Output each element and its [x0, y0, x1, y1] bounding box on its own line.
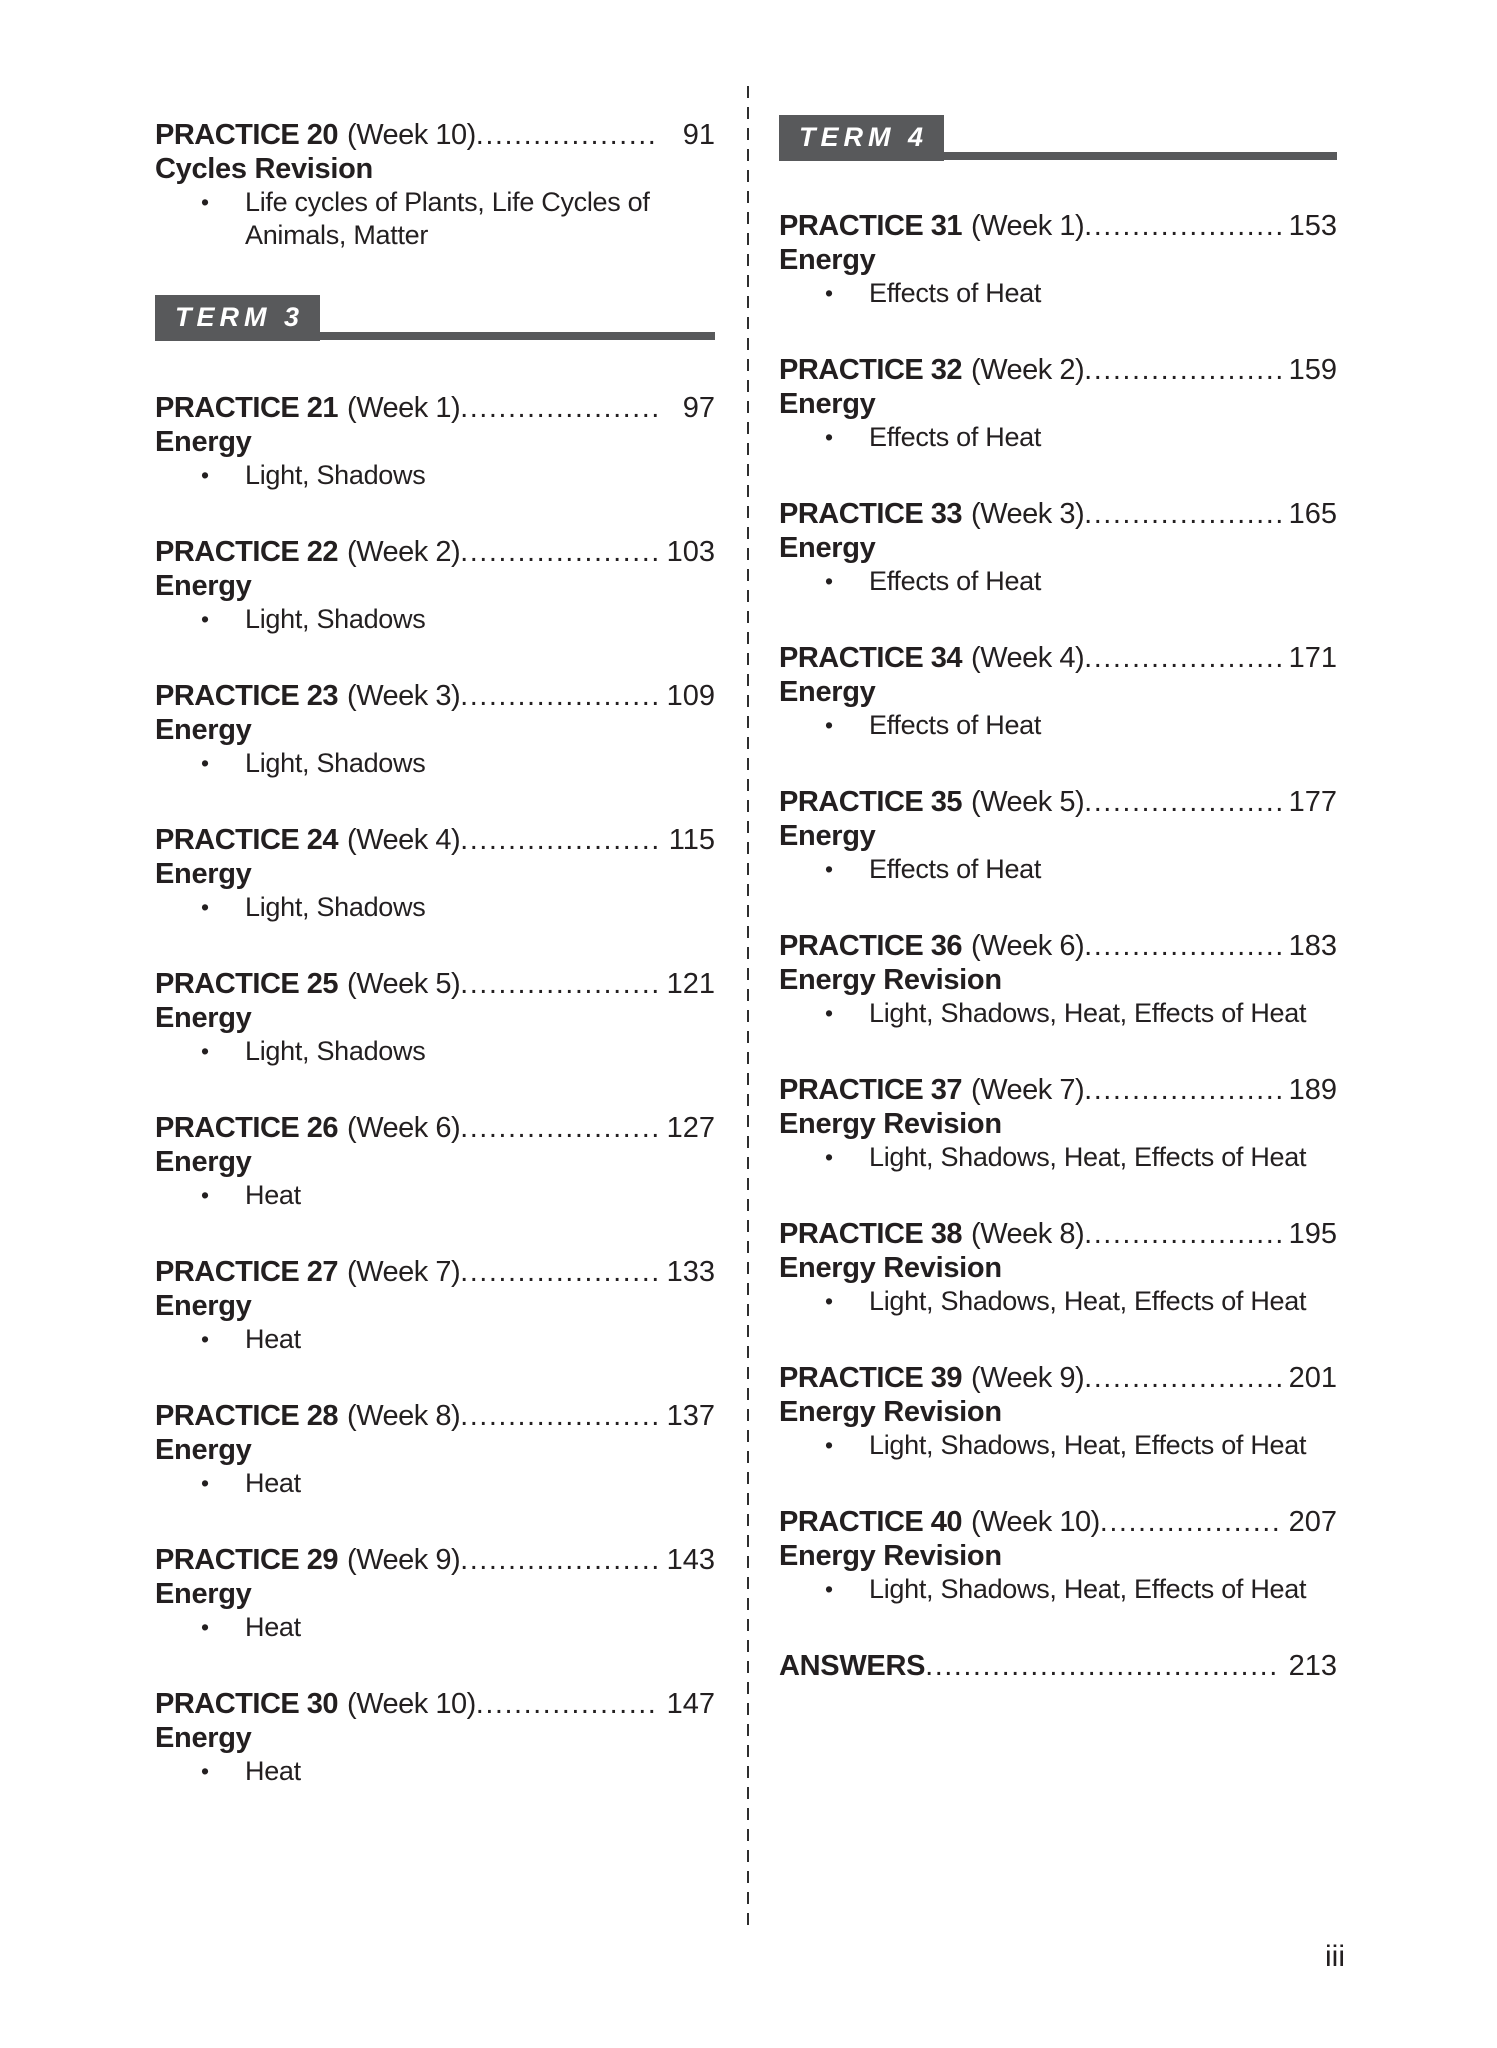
dot-leader — [1084, 641, 1281, 675]
week-label: (Week 4) — [347, 824, 461, 856]
toc-entry-practice-39 — [779, 1361, 1337, 1462]
category-label: Energy — [779, 820, 876, 852]
category-label: Energy — [155, 426, 252, 458]
topic-line — [155, 459, 715, 492]
entry-label — [779, 1073, 1084, 1107]
entry-label — [779, 1505, 1100, 1539]
category-label: Energy — [779, 388, 876, 420]
toc-entry-practice-26 — [155, 1111, 715, 1212]
toc-entry-title-row — [779, 1505, 1337, 1539]
page-number: 159 — [1288, 354, 1337, 386]
dot-leader — [460, 1111, 659, 1145]
toc-entry-practice-24 — [155, 823, 715, 924]
entry-label — [155, 118, 476, 152]
entry-label — [155, 1399, 460, 1433]
week-label: (Week 5) — [347, 968, 461, 1000]
page-number: 137 — [666, 1400, 715, 1432]
page-number: 177 — [1288, 786, 1337, 818]
entry-label — [155, 1543, 460, 1577]
term-header-rule — [944, 152, 1337, 160]
practice-label: PRACTICE 25 — [155, 968, 339, 1000]
page-number: 97 — [682, 392, 715, 424]
toc-entry-title-row — [779, 497, 1337, 531]
topic-line — [155, 747, 715, 780]
practice-label: PRACTICE 37 — [779, 1074, 963, 1106]
week-label: (Week 9) — [347, 1544, 461, 1576]
category-label: Energy — [155, 1290, 252, 1322]
week-label: (Week 8) — [971, 1218, 1085, 1250]
week-label: (Week 2) — [971, 354, 1085, 386]
entry-label — [779, 641, 1084, 675]
topic-line — [155, 1179, 715, 1212]
dot-leader — [1084, 1217, 1281, 1251]
practice-label: PRACTICE 36 — [779, 930, 963, 962]
practice-label: PRACTICE 27 — [155, 1256, 339, 1288]
toc-entry-practice-23 — [155, 679, 715, 780]
week-label: (Week 10) — [347, 1688, 476, 1720]
folio-page-number: iii — [1325, 1940, 1345, 1973]
bullet-icon: • — [825, 1144, 833, 1170]
dot-leader — [476, 118, 659, 152]
dot-leader — [460, 823, 659, 857]
entry-label — [779, 497, 1084, 531]
bullet-icon: • — [201, 894, 209, 920]
bullet-icon: • — [825, 1432, 833, 1458]
category-label: Energy Revision — [779, 1252, 1002, 1284]
bullet-icon: • — [825, 568, 833, 594]
bullet-icon: • — [201, 1038, 209, 1064]
week-label: (Week 1) — [971, 210, 1085, 242]
week-label: (Week 6) — [971, 930, 1085, 962]
toc-entry-title-row — [779, 1361, 1337, 1395]
category-label: Energy Revision — [779, 964, 1002, 996]
toc-entry-practice-27 — [155, 1255, 715, 1356]
topic-line — [155, 1755, 715, 1788]
week-label: (Week 9) — [971, 1362, 1085, 1394]
topic-line — [779, 709, 1337, 742]
dot-leader — [460, 535, 659, 569]
topic-text: Life cycles of Plants, Life Cycles of Animals, Matter — [245, 187, 650, 250]
entry-label — [779, 929, 1084, 963]
practice-label: PRACTICE 20 — [155, 119, 339, 151]
topic-line — [155, 603, 715, 636]
category-label: Energy — [155, 1002, 252, 1034]
category-label: Energy — [155, 1434, 252, 1466]
week-label: (Week 5) — [971, 786, 1085, 818]
topic-text: Light, Shadows, Heat, Effects of Heat — [869, 1574, 1307, 1604]
dot-leader — [1084, 497, 1281, 531]
term-4-header — [779, 115, 1337, 161]
category-label: Energy — [779, 244, 876, 276]
dot-leader — [460, 967, 659, 1001]
page-number: 207 — [1288, 1506, 1337, 1538]
dot-leader — [1084, 785, 1281, 819]
dot-leader — [1084, 353, 1281, 387]
practice-label: PRACTICE 33 — [779, 498, 963, 530]
page-number: 91 — [682, 119, 715, 151]
toc-entry-practice-36 — [779, 929, 1337, 1030]
dot-leader — [460, 1255, 659, 1289]
topic-line — [155, 1035, 715, 1068]
bullet-icon: • — [201, 750, 209, 776]
category-label: Energy — [155, 1578, 252, 1610]
toc-entry-title-row — [155, 118, 715, 152]
topic-text: Effects of Heat — [869, 278, 1042, 308]
dot-leader — [925, 1649, 1281, 1683]
dot-leader — [460, 679, 659, 713]
entry-label — [155, 679, 460, 713]
category-label: Energy — [779, 676, 876, 708]
category-label: Energy Revision — [779, 1540, 1002, 1572]
topic-line — [779, 565, 1337, 598]
dot-leader — [460, 1399, 659, 1433]
topic-text: Effects of Heat — [869, 710, 1042, 740]
toc-entry-practice-32 — [779, 353, 1337, 454]
toc-entry-title-row — [779, 1073, 1337, 1107]
toc-entry-title-row — [155, 1111, 715, 1145]
topic-line — [779, 1285, 1337, 1318]
toc-entry-practice-31 — [779, 209, 1337, 310]
topic-line — [155, 186, 715, 252]
week-label: (Week 1) — [347, 392, 461, 424]
toc-entry-title-row — [155, 535, 715, 569]
practice-label: PRACTICE 39 — [779, 1362, 963, 1394]
bullet-icon: • — [825, 1576, 833, 1602]
practice-label: PRACTICE 24 — [155, 824, 339, 856]
topic-text: Light, Shadows — [245, 748, 426, 778]
toc-entry-practice-35 — [779, 785, 1337, 886]
dot-leader — [1100, 1505, 1281, 1539]
toc-left-column — [155, 118, 715, 1831]
topic-line — [779, 277, 1337, 310]
bullet-icon: • — [201, 1614, 209, 1640]
answers-label: ANSWERS — [779, 1650, 926, 1682]
category-label: Energy — [779, 532, 876, 564]
entry-label — [155, 823, 460, 857]
bullet-icon: • — [201, 462, 209, 488]
bullet-icon: • — [825, 712, 833, 738]
entry-label — [155, 1255, 460, 1289]
week-label: (Week 7) — [971, 1074, 1085, 1106]
bullet-icon: • — [201, 606, 209, 632]
toc-entry-title-row — [155, 1399, 715, 1433]
page-number: 165 — [1288, 498, 1337, 530]
topic-text: Heat — [245, 1324, 301, 1354]
page-number: 195 — [1288, 1218, 1337, 1250]
topic-text: Light, Shadows, Heat, Effects of Heat — [869, 1142, 1307, 1172]
practice-label: PRACTICE 21 — [155, 392, 339, 424]
topic-text: Light, Shadows — [245, 460, 426, 490]
toc-entry-title-row — [155, 1687, 715, 1721]
toc-entry-practice-40 — [779, 1505, 1337, 1606]
bullet-icon: • — [825, 856, 833, 882]
practice-label: PRACTICE 31 — [779, 210, 963, 242]
topic-line — [155, 1611, 715, 1644]
topic-text: Heat — [245, 1612, 301, 1642]
category-label: Energy — [155, 1722, 252, 1754]
category-label: Energy — [155, 570, 252, 602]
week-label: (Week 10) — [971, 1506, 1100, 1538]
week-label: (Week 6) — [347, 1112, 461, 1144]
bullet-icon: • — [201, 1758, 209, 1784]
topic-text: Light, Shadows, Heat, Effects of Heat — [869, 1430, 1307, 1460]
bullet-icon: • — [201, 1470, 209, 1496]
week-label: (Week 3) — [971, 498, 1085, 530]
category-label: Energy Revision — [779, 1396, 1002, 1428]
term-3-title: TERM 3 — [155, 295, 320, 341]
toc-entry-practice-30 — [155, 1687, 715, 1788]
week-label: (Week 7) — [347, 1256, 461, 1288]
toc-entry-title-row — [779, 1217, 1337, 1251]
topic-line — [155, 1467, 715, 1500]
topic-line — [779, 853, 1337, 886]
page-number: 183 — [1288, 930, 1337, 962]
answers-entry — [779, 1649, 1337, 1683]
entry-label — [779, 1361, 1084, 1395]
topic-text: Heat — [245, 1180, 301, 1210]
entry-label — [779, 209, 1084, 243]
topic-line — [779, 1573, 1337, 1606]
toc-entry-title-row — [779, 209, 1337, 243]
practice-label: PRACTICE 32 — [779, 354, 963, 386]
page-number: 171 — [1288, 642, 1337, 674]
bullet-icon: • — [825, 1288, 833, 1314]
page-number: 143 — [666, 1544, 715, 1576]
toc-entry-title-row — [779, 353, 1337, 387]
toc-entry-title-row — [155, 1255, 715, 1289]
dot-leader — [1084, 929, 1281, 963]
term-3-header — [155, 295, 715, 341]
topic-line — [779, 1429, 1337, 1462]
topic-text: Light, Shadows — [245, 1036, 426, 1066]
week-label: (Week 8) — [347, 1400, 461, 1432]
practice-label: PRACTICE 23 — [155, 680, 339, 712]
entry-label — [155, 1687, 476, 1721]
term-header-rule — [320, 332, 715, 340]
topic-text: Light, Shadows, Heat, Effects of Heat — [869, 1286, 1307, 1316]
page-number: 133 — [666, 1256, 715, 1288]
practice-label: PRACTICE 29 — [155, 1544, 339, 1576]
topic-text: Effects of Heat — [869, 422, 1042, 452]
toc-entry-title-row — [779, 929, 1337, 963]
topic-line — [779, 997, 1337, 1030]
page-number: 127 — [666, 1112, 715, 1144]
practice-label: PRACTICE 40 — [779, 1506, 963, 1538]
page-number: 153 — [1288, 210, 1337, 242]
dot-leader — [476, 1687, 659, 1721]
topic-line — [779, 1141, 1337, 1174]
entry-label — [779, 785, 1084, 819]
entry-label — [155, 1111, 460, 1145]
topic-text: Effects of Heat — [869, 566, 1042, 596]
dot-leader — [1084, 209, 1281, 243]
toc-entry-practice-21 — [155, 391, 715, 492]
page-number: 213 — [1288, 1650, 1337, 1682]
toc-entry-practice-20 — [155, 118, 715, 252]
bullet-icon: • — [825, 424, 833, 450]
toc-entry-title-row — [155, 1543, 715, 1577]
topic-line — [155, 1323, 715, 1356]
week-label: (Week 2) — [347, 536, 461, 568]
toc-entry-practice-38 — [779, 1217, 1337, 1318]
toc-entry-title-row — [155, 967, 715, 1001]
toc-entry-practice-28 — [155, 1399, 715, 1500]
entry-label — [155, 967, 460, 1001]
topic-text: Heat — [245, 1756, 301, 1786]
page-number: 189 — [1288, 1074, 1337, 1106]
dot-leader — [460, 1543, 659, 1577]
practice-label: PRACTICE 30 — [155, 1688, 339, 1720]
category-label: Energy — [155, 714, 252, 746]
page-number: 201 — [1288, 1362, 1337, 1394]
toc-entry-practice-33 — [779, 497, 1337, 598]
practice-label: PRACTICE 22 — [155, 536, 339, 568]
category-label: Cycles Revision — [155, 153, 373, 185]
page-number: 121 — [666, 968, 715, 1000]
topic-text: Light, Shadows — [245, 892, 426, 922]
category-label: Energy Revision — [779, 1108, 1002, 1140]
entry-label — [779, 353, 1084, 387]
topic-text: Light, Shadows, Heat, Effects of Heat — [869, 998, 1307, 1028]
topic-text: Heat — [245, 1468, 301, 1498]
toc-entry-title-row — [779, 641, 1337, 675]
practice-label: PRACTICE 38 — [779, 1218, 963, 1250]
week-label: (Week 4) — [971, 642, 1085, 674]
term-4-title: TERM 4 — [779, 115, 944, 161]
topic-line — [155, 891, 715, 924]
toc-entry-title-row — [155, 823, 715, 857]
bullet-icon: • — [201, 1182, 209, 1208]
entry-label — [155, 535, 460, 569]
week-label: (Week 3) — [347, 680, 461, 712]
page-number: 109 — [666, 680, 715, 712]
practice-label: PRACTICE 28 — [155, 1400, 339, 1432]
toc-entry-practice-25 — [155, 967, 715, 1068]
toc-entry-title-row — [155, 391, 715, 425]
bullet-icon: • — [825, 1000, 833, 1026]
dot-leader — [1084, 1073, 1281, 1107]
topic-text: Light, Shadows — [245, 604, 426, 634]
toc-entry-title-row — [155, 679, 715, 713]
bullet-icon: • — [825, 280, 833, 306]
page-number: 147 — [666, 1688, 715, 1720]
dot-leader — [1084, 1361, 1281, 1395]
entry-label — [779, 1217, 1084, 1251]
page-number: 115 — [668, 824, 715, 856]
practice-label: PRACTICE 35 — [779, 786, 963, 818]
topic-text: Effects of Heat — [869, 854, 1042, 884]
toc-entry-title-row — [779, 785, 1337, 819]
toc-right-column — [779, 115, 1337, 1683]
toc-entry-practice-22 — [155, 535, 715, 636]
bullet-icon: • — [201, 189, 209, 215]
toc-entry-practice-34 — [779, 641, 1337, 742]
toc-entry-practice-29 — [155, 1543, 715, 1644]
dot-leader — [460, 391, 659, 425]
toc-entry-practice-37 — [779, 1073, 1337, 1174]
column-divider-dashed-line — [747, 86, 749, 1934]
week-label: (Week 10) — [347, 119, 476, 151]
entry-label — [155, 391, 460, 425]
practice-label: PRACTICE 26 — [155, 1112, 339, 1144]
bullet-icon: • — [201, 1326, 209, 1352]
practice-label: PRACTICE 34 — [779, 642, 963, 674]
page-number: 103 — [666, 536, 715, 568]
category-label: Energy — [155, 1146, 252, 1178]
topic-line — [779, 421, 1337, 454]
category-label: Energy — [155, 858, 252, 890]
